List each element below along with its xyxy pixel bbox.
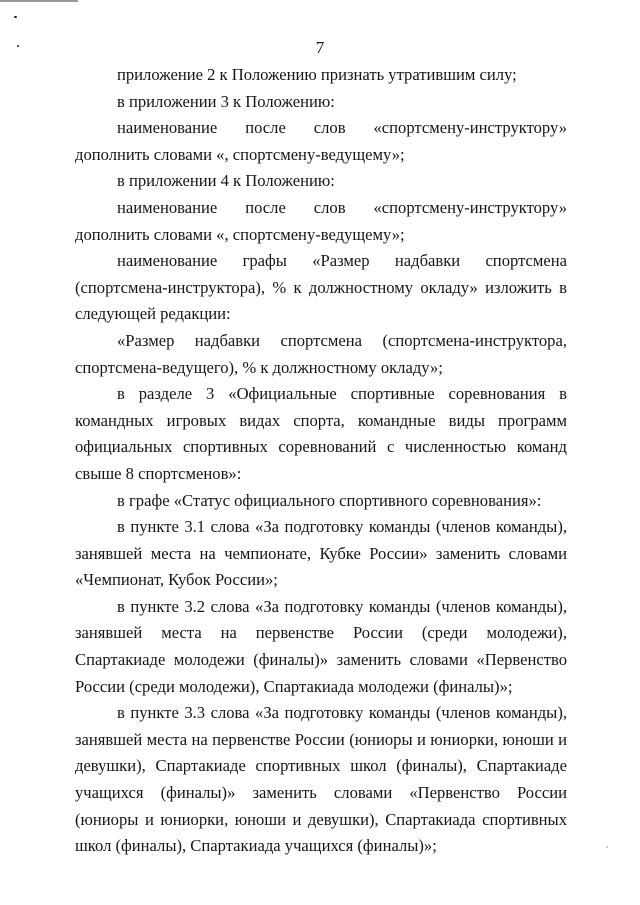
paragraph: в приложении 4 к Положению: [117, 171, 335, 191]
paragraph: «Размер надбавки спортсмена (спортсмена-инструктора, спортсмена-ведущего), % к должностному окладу»; [75, 330, 567, 377]
page-number: 7 [315, 38, 325, 57]
document-body [75, 62, 567, 860]
paragraph: в разделе 3 «Официальные спортивные соревнования в командных игровых видах спорта, командные виды программ официальных спортивных соревнований с численностью команд свыше 8 спортсменов»: [75, 384, 567, 483]
paragraph: в пункте 3.2 слова «За подготовку команды (членов команды), занявшей места на первенстве России (среди молодежи), Спартакиаде молодежи (финалы)» заменить словами «Первенство России (среди молодежи), Спартакиада молодежи (финалы)»; [75, 596, 567, 696]
paragraph: в пункте 3.1 слова «За подготовку команды (членов команды), занявшей места на чемпионате, Кубке России» заменить словами «Чемпионат, Кубок России»; [75, 517, 567, 590]
scan-speck [14, 16, 17, 18]
scan-speck [606, 846, 608, 848]
scan-edge-line [0, 0, 78, 2]
paragraph: приложение 2 к Положению признать утратившим силу; [117, 65, 517, 84]
paragraph: в приложении 3 к Положению: [117, 91, 335, 111]
paragraph: в графе «Статус официального спортивного соревнования»: [117, 490, 542, 510]
paragraph: наименование после слов «спортсмену-инструктору» дополнить словами «, спортсмену-ведущему»; [75, 118, 567, 164]
paragraph: наименование после слов «спортсмену-инструктору» дополнить словами «, спортсмену-ведущему»; [75, 197, 567, 244]
paragraph: наименование графы «Размер надбавки спортсмена (спортсмена-инструктора), % к должностному окладу» изложить в следующей редакции: [75, 251, 567, 324]
paragraph: в пункте 3.3 слова «За подготовку команды (членов команды), занявшей места на первенстве России (юниоры и юниорки, юноши и девушки), Спартакиаде спортивных школ (финалы), Спартакиаде учащихся (финалы)» заменить словами «Первенство России (юниоры и юниорки, юноши и девушки), Спартакиада спортивных школ (финалы), Спартакиада учащихся (финалы)»; [75, 703, 567, 856]
